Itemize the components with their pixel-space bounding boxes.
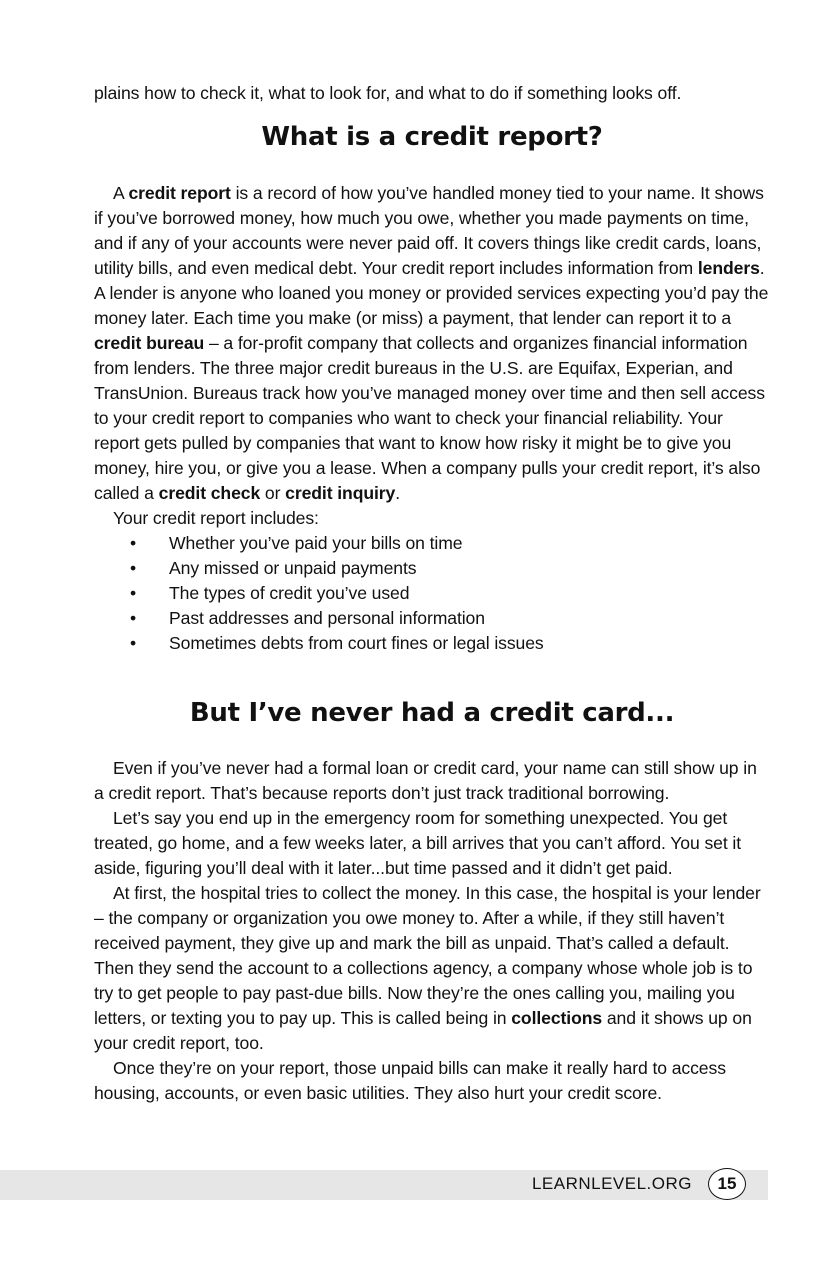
text-run: is a record of how you’ve handled money tied to your name. It shows if you’ve borrowed money, how much you owe, whether you made payments on time, and if any of your accounts were never paid off. It covers things like credit cards, loans, utility bills, and even medical debt. Your credit report includes information from bbox=[94, 183, 764, 278]
report-contents-list bbox=[94, 531, 770, 656]
term-credit-bureau: credit bureau bbox=[94, 333, 205, 353]
text-run: and it shows up on your credit report, too. bbox=[94, 1008, 752, 1053]
list-item bbox=[94, 606, 770, 631]
list-item-text: Any missed or unpaid payments bbox=[169, 558, 417, 578]
footer-bar bbox=[0, 1170, 768, 1200]
bullet-icon: • bbox=[130, 608, 137, 628]
section-heading-never-had-card: But I’ve never had a credit card... bbox=[189, 698, 675, 728]
list-item-text: The types of credit you’ve used bbox=[169, 583, 410, 603]
text-run: . bbox=[395, 483, 401, 503]
paragraph: Let’s say you end up in the emergency room for something unexpected. You get treated, go home, and a few weeks later, a bill arrives that you can’t afford. You set it aside, figuring you’ll deal with it later...but time passed and it didn’t get paid. bbox=[94, 808, 742, 878]
list-item bbox=[94, 556, 770, 581]
paragraph: Even if you’ve never had a formal loan or credit card, your name can still show up in a credit report. That’s because reports don’t just track traditional borrowing. bbox=[94, 758, 757, 803]
term-lenders: lenders bbox=[697, 258, 760, 278]
list-intro: Your credit report includes: bbox=[113, 508, 319, 528]
section-credit-report-body bbox=[94, 181, 770, 656]
section-heading-credit-report: What is a credit report? bbox=[261, 122, 603, 152]
list-item bbox=[94, 631, 770, 656]
text-run: A bbox=[113, 183, 129, 203]
text-run: . A lender is anyone who loaned you money or provided services expecting you’d pay the money later. Each time you make (or miss) a payment, that lender can report it to a bbox=[94, 258, 769, 328]
list-item-text: Past addresses and personal information bbox=[169, 608, 485, 628]
bullet-icon: • bbox=[130, 533, 137, 553]
paragraph bbox=[94, 881, 770, 1056]
intro-line: plains how to check it, what to look for, and what to do if something looks off. bbox=[94, 83, 682, 103]
intro-text bbox=[94, 81, 770, 106]
list-item-text: Whether you’ve paid your bills on time bbox=[169, 533, 463, 553]
bullet-icon: • bbox=[130, 558, 137, 578]
term-credit-inquiry: credit inquiry bbox=[285, 483, 396, 503]
credit-report-paragraph bbox=[94, 181, 770, 506]
section-never-had-card-body bbox=[94, 756, 770, 1106]
page-number: 15 bbox=[708, 1168, 746, 1200]
text-run: – a for-profit company that collects and organizes financial information from lenders. The three major credit bureaus in the U.S. are Equifax, Experian, and TransUnion. Bureaus track how you’ve managed money over time and then sell access to your credit report to companies who want to check your financial reliability. Your report gets pulled by companies that want to know how risky it might be to give you money, hire you, or give you a lease. When a company pulls your credit report, it’s also called a bbox=[94, 333, 765, 503]
term-credit-report: credit report bbox=[128, 183, 231, 203]
bullet-icon: • bbox=[130, 633, 137, 653]
text-run: or bbox=[260, 483, 286, 503]
paragraph: Once they’re on your report, those unpaid bills can make it really hard to access housing, accounts, or even basic utilities. They also hurt your credit score. bbox=[94, 1058, 726, 1103]
footer-site-url: LEARNLEVEL.ORG bbox=[531, 1174, 692, 1193]
list-item bbox=[94, 581, 770, 606]
text-run: At first, the hospital tries to collect the money. In this case, the hospital is your lender – the company or organization you owe money to. After a while, if they still haven’t received payment, they give up and mark the bill as unpaid. That’s called a default. Then they send the account to a collections agency, a company whose whole job is to try to get people to pay past-due bills. Now they’re the ones calling you, mailing you letters, or texting you to pay up. This is called being in bbox=[94, 883, 761, 1028]
list-item bbox=[94, 531, 770, 556]
term-credit-check: credit check bbox=[158, 483, 261, 503]
term-collections: collections bbox=[511, 1008, 603, 1028]
bullet-icon: • bbox=[130, 583, 137, 603]
list-item-text: Sometimes debts from court fines or legal issues bbox=[169, 633, 544, 653]
